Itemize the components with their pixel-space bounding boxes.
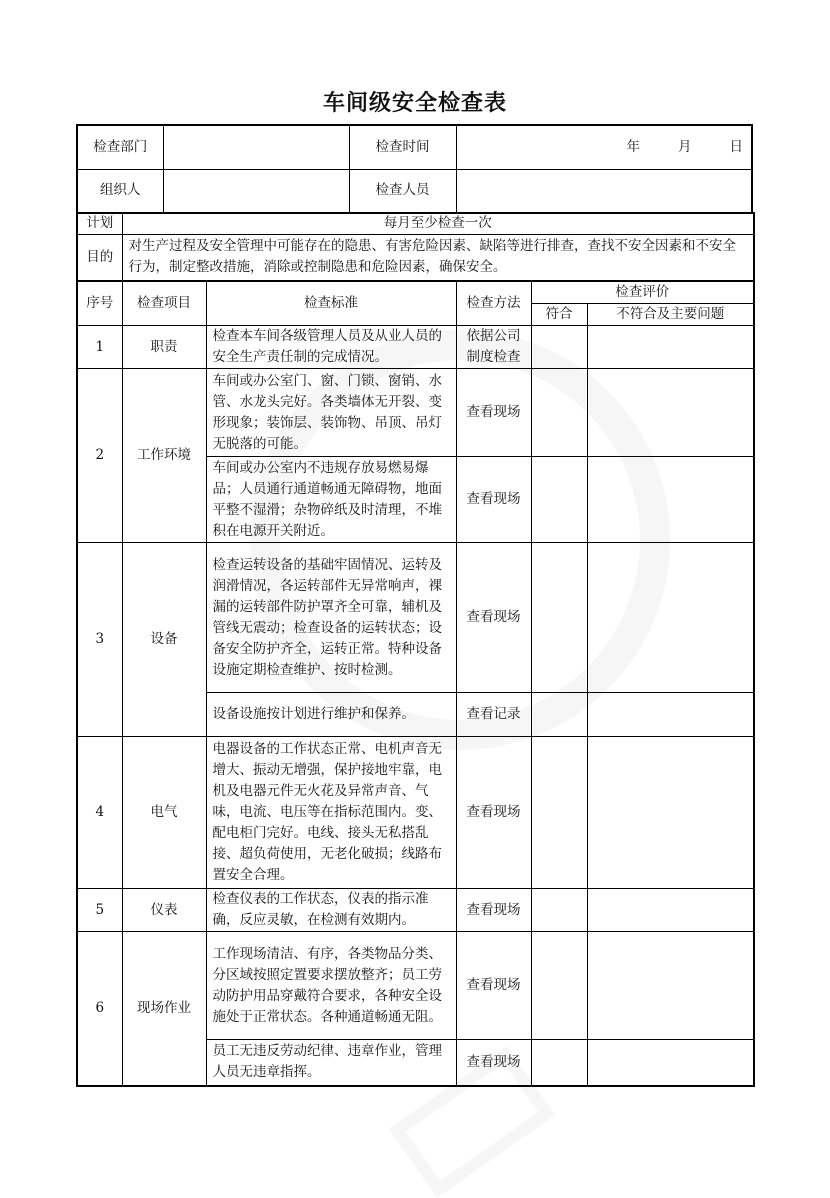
date-day: 日 (729, 138, 743, 155)
col-header-no: 序号 (77, 282, 122, 326)
row-number: 4 (77, 737, 122, 889)
time-label: 检查时间 (349, 125, 456, 169)
table-row (77, 543, 754, 693)
row-item: 现场作业 (122, 932, 206, 1086)
row-method: 查看现场 (456, 369, 531, 457)
col-header-conform: 符合 (531, 304, 587, 326)
row-method: 查看现场 (456, 737, 531, 889)
nonconform-cell[interactable] (587, 932, 754, 1040)
conform-cell[interactable] (531, 693, 587, 737)
col-header-item: 检查项目 (122, 282, 206, 326)
row-standard: 员工无违反劳动纪律、违章作业，管理人员无违章指挥。 (206, 1040, 456, 1086)
row-method: 查看现场 (456, 457, 531, 543)
row-standard: 设备设施按计划进行维护和保养。 (206, 693, 456, 737)
conform-cell[interactable] (531, 932, 587, 1040)
nonconform-cell[interactable] (587, 737, 754, 889)
conform-cell[interactable] (531, 326, 587, 369)
row-method: 依据公司制度检查 (456, 326, 531, 369)
row-method: 查看现场 (456, 889, 531, 932)
table-row (77, 326, 754, 369)
checklist-table (76, 281, 755, 1087)
row-item: 设备 (122, 543, 206, 737)
row-method: 查看记录 (456, 693, 531, 737)
inspector-label: 检查人员 (349, 169, 456, 213)
organizer-field[interactable] (163, 169, 349, 213)
table-row (77, 932, 754, 1040)
row-standard: 电器设备的工作状态正常、电机声音无增大、振动无增强，保护接地牢靠，电机及电器元件无火花及异常声音、气味，电流、电压等在指标范围内。变、配电柜门完好。电线、接头无私搭乱接、超负荷使用，无老化破损；线路布置安全合理。 (206, 737, 456, 889)
row-standard: 检查仪表的工作状态，仪表的指示准确，反应灵敏，在检测有效期内。 (206, 889, 456, 932)
nonconform-cell[interactable] (587, 543, 754, 693)
dept-label: 检查部门 (77, 125, 163, 169)
conform-cell[interactable] (531, 1040, 587, 1086)
table-row (77, 369, 754, 457)
row-item: 工作环境 (122, 369, 206, 543)
header-table (76, 124, 753, 214)
row-standard: 车间或办公室内不违规存放易燃易爆品；人员通行通道畅通无障碍物，地面平整不湿滑；杂物碎纸及时清理，不堆积在电源开关附近。 (206, 457, 456, 543)
row-number: 2 (77, 369, 122, 543)
nonconform-cell[interactable] (587, 326, 754, 369)
nonconform-cell[interactable] (587, 369, 754, 457)
dept-field[interactable] (163, 125, 349, 169)
row-method: 查看现场 (456, 1040, 531, 1086)
row-number: 6 (77, 932, 122, 1086)
page-title: 车间级安全检查表 (322, 90, 507, 116)
table-row (77, 889, 754, 932)
conform-cell[interactable] (531, 543, 587, 693)
nonconform-cell[interactable] (587, 889, 754, 932)
date-year: 年 (626, 138, 640, 155)
time-field[interactable] (456, 125, 752, 169)
row-method: 查看现场 (456, 932, 531, 1040)
nonconform-cell[interactable] (587, 693, 754, 737)
conform-cell[interactable] (531, 457, 587, 543)
col-header-method: 检查方法 (456, 282, 531, 326)
col-header-standard: 检查标准 (206, 282, 456, 326)
plan-label: 计划 (77, 213, 122, 235)
conform-cell[interactable] (531, 737, 587, 889)
row-standard: 检查本车间各级管理人员及从业人员的安全生产责任制的完成情况。 (206, 326, 456, 369)
row-number: 3 (77, 543, 122, 737)
conform-cell[interactable] (531, 369, 587, 457)
table-row (77, 737, 754, 889)
row-number: 1 (77, 326, 122, 369)
nonconform-cell[interactable] (587, 1040, 754, 1086)
inspector-field[interactable] (456, 169, 752, 213)
col-header-nonconform: 不符合及主要问题 (587, 304, 754, 326)
row-standard: 检查运转设备的基础牢固情况、运转及润滑情况，各运转部件无异常响声，裸漏的运转部件防护罩齐全可靠，辅机及管线无震动；检查设备的运转状态；设备安全防护齐全，运转正常。特种设备设施定期检查维护、按时检测。 (206, 543, 456, 693)
row-method: 查看现场 (456, 543, 531, 693)
row-item: 职责 (122, 326, 206, 369)
row-item: 仪表 (122, 889, 206, 932)
purpose-value: 对生产过程及安全管理中可能存在的隐患、有害危险因素、缺陷等进行排查，查找不安全因素和不安全行为，制定整改措施，消除或控制隐患和危险因素，确保安全。 (122, 235, 754, 281)
date-month: 月 (678, 138, 692, 155)
row-standard: 车间或办公室门、窗、门锁、窗销、水管、水龙头完好。各类墙体无开裂、变形现象；装饰层、装饰物、吊顶、吊灯无脱落的可能。 (206, 369, 456, 457)
row-number: 5 (77, 889, 122, 932)
organizer-label: 组织人 (77, 169, 163, 213)
purpose-label: 目的 (77, 235, 122, 281)
row-standard: 工作现场清洁、有序，各类物品分类、分区域按照定置要求摆放整齐；员工劳动防护用品穿戴符合要求，各种安全设施处于正常状态。各种通道畅通无阻。 (206, 932, 456, 1040)
plan-value: 每月至少检查一次 (122, 213, 754, 235)
plan-purpose-table (76, 212, 755, 282)
nonconform-cell[interactable] (587, 457, 754, 543)
conform-cell[interactable] (531, 889, 587, 932)
col-header-evaluation: 检查评价 (531, 282, 754, 304)
row-item: 电气 (122, 737, 206, 889)
